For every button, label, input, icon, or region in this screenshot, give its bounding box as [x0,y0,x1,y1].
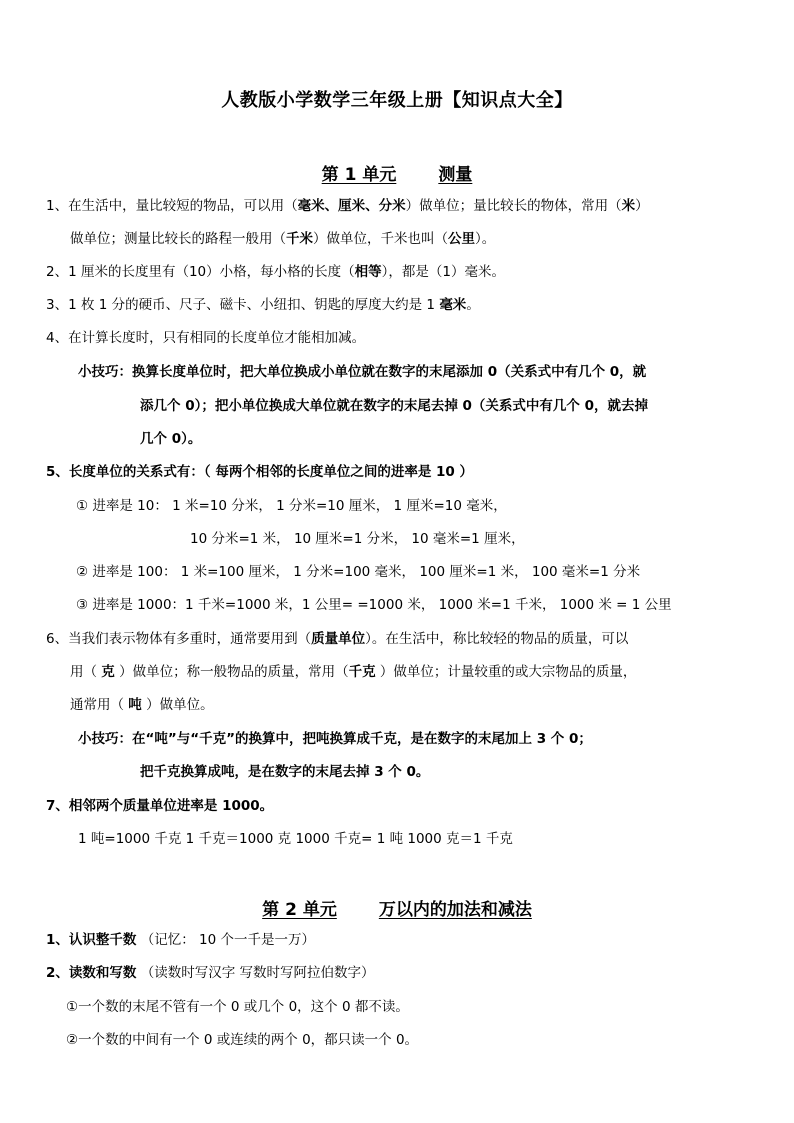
tip-1-line-1: 小技巧：换算长度单位时，把大单位换成小单位就在数字的末尾添加 0（关系式中有几个 0，就 [78,364,647,380]
bold-term: 质量单位 [311,631,366,647]
unit2-rule-2: ②一个数的中间有一个 0 或连续的两个 0，都只读一个 0。 [66,1032,419,1048]
unit-1-label: 第 1 单元 [321,165,397,185]
unit2-item-2: 2、读数和写数 （读数时写汉字 写数时写阿拉伯数字） [46,965,375,981]
unit1-item-4: 4、在计算长度时，只有相同的长度单位才能相加减。 [46,330,366,346]
bold-term: 千克 [348,664,376,680]
unit1-item-5: 5、长度单位的关系式有：（ 每两个相邻的长度单位之间的进率是 10 ） [46,464,474,480]
bold-term: 千米 [286,231,313,247]
unit1-item-6-line-3: 通常用（ 吨 ）做单位。 [70,697,214,713]
bold-term: 毫米、厘米、分米 [297,198,406,214]
unit1-item-2: 2、1 厘米的长度里有（10）小格，每小格的长度（相等），都是（1）毫米。 [46,264,505,280]
unit1-item-3: 3、1 枚 1 分的硬币、尺子、磁卡、小纽扣、钥匙的厚度大约是 1 毫米。 [46,297,480,313]
document-title: 人教版小学数学三年级上册【知识点大全】 [221,90,573,111]
bold-term: 米 [621,198,636,214]
bold-term: 相等 [354,264,382,280]
tip-1-line-2: 添几个 0）；把小单位换成大单位就在数字的末尾去掉 0（关系式中有几个 0，就去掉 [140,398,649,414]
unit-2-label: 第 2 单元 [262,900,337,920]
bold-term: 毫米 [439,297,467,313]
bold-term: 公里 [448,231,475,247]
unit-2-name: 万以内的加法和减法 [378,900,532,920]
unit-1-heading [0,160,794,185]
rate-10-line-1: ① 进率是 10： 1 米=10 分米， 1 分米=10 厘米， 1 厘米=10 毫米， [76,498,507,514]
unit2-item-1: 1、认识整千数 （记忆： 10 个一千是一万） [46,932,315,948]
unit2-rule-1: ①一个数的末尾不管有一个 0 或几个 0，这个 0 都不读。 [66,999,409,1015]
unit-1-name: 测量 [438,165,473,185]
unit1-item-6-line-1: 6、当我们表示物体有多重时，通常要用到（质量单位）。在生活中，称比较轻的物品的质量，可以 [46,631,629,647]
tip-2-line-1: 小技巧：在“吨”与“千克”的换算中，把吨换算成千克，是在数字的末尾加上 3 个 0； [78,731,592,747]
bold-term: 吨 [128,697,142,713]
unit1-item-7: 7、相邻两个质量单位进率是 1000。 [46,798,274,814]
unit1-item-1-line-2: 做单位；测量比较长的路程一般用（千米）做单位，千米也叫（公里）。 [70,231,496,247]
tip-2-line-2: 把千克换算成吨，是在数字的末尾去掉 3 个 0。 [140,764,430,780]
rate-1000-line: ③ 进率是 1000：1 千米=1000 米，1 公里= =1000 米， 1000 米=1 千米， 1000 米 = 1 公里 [76,597,672,613]
bold-term: 克 [101,664,115,680]
tip-1-line-3: 几个 0）。 [140,431,202,447]
unit1-item-6-line-2: 用（ 克 ）做单位；称一般物品的质量，常用（千克 ）做单位；计量较重的或大宗物品的质量， [70,664,637,680]
rate-100-line: ② 进率是 100： 1 米=100 厘米， 1 分米=100 毫米， 100 厘米=1 米， 100 毫米=1 分米 [76,564,641,580]
mass-relations-line: 1 吨=1000 千克 1 千克＝1000 克 1000 千克= 1 吨 1000 克＝1 千克 [78,831,513,847]
rate-10-line-2: 10 分米=1 米， 10 厘米=1 分米， 10 毫米=1 厘米， [190,531,525,547]
unit1-item-1-line-1: 1、在生活中，量比较短的物品，可以用（毫米、厘米、分米）做单位；量比较长的物体，常用（米） [46,198,649,214]
unit-2-heading [0,895,794,920]
